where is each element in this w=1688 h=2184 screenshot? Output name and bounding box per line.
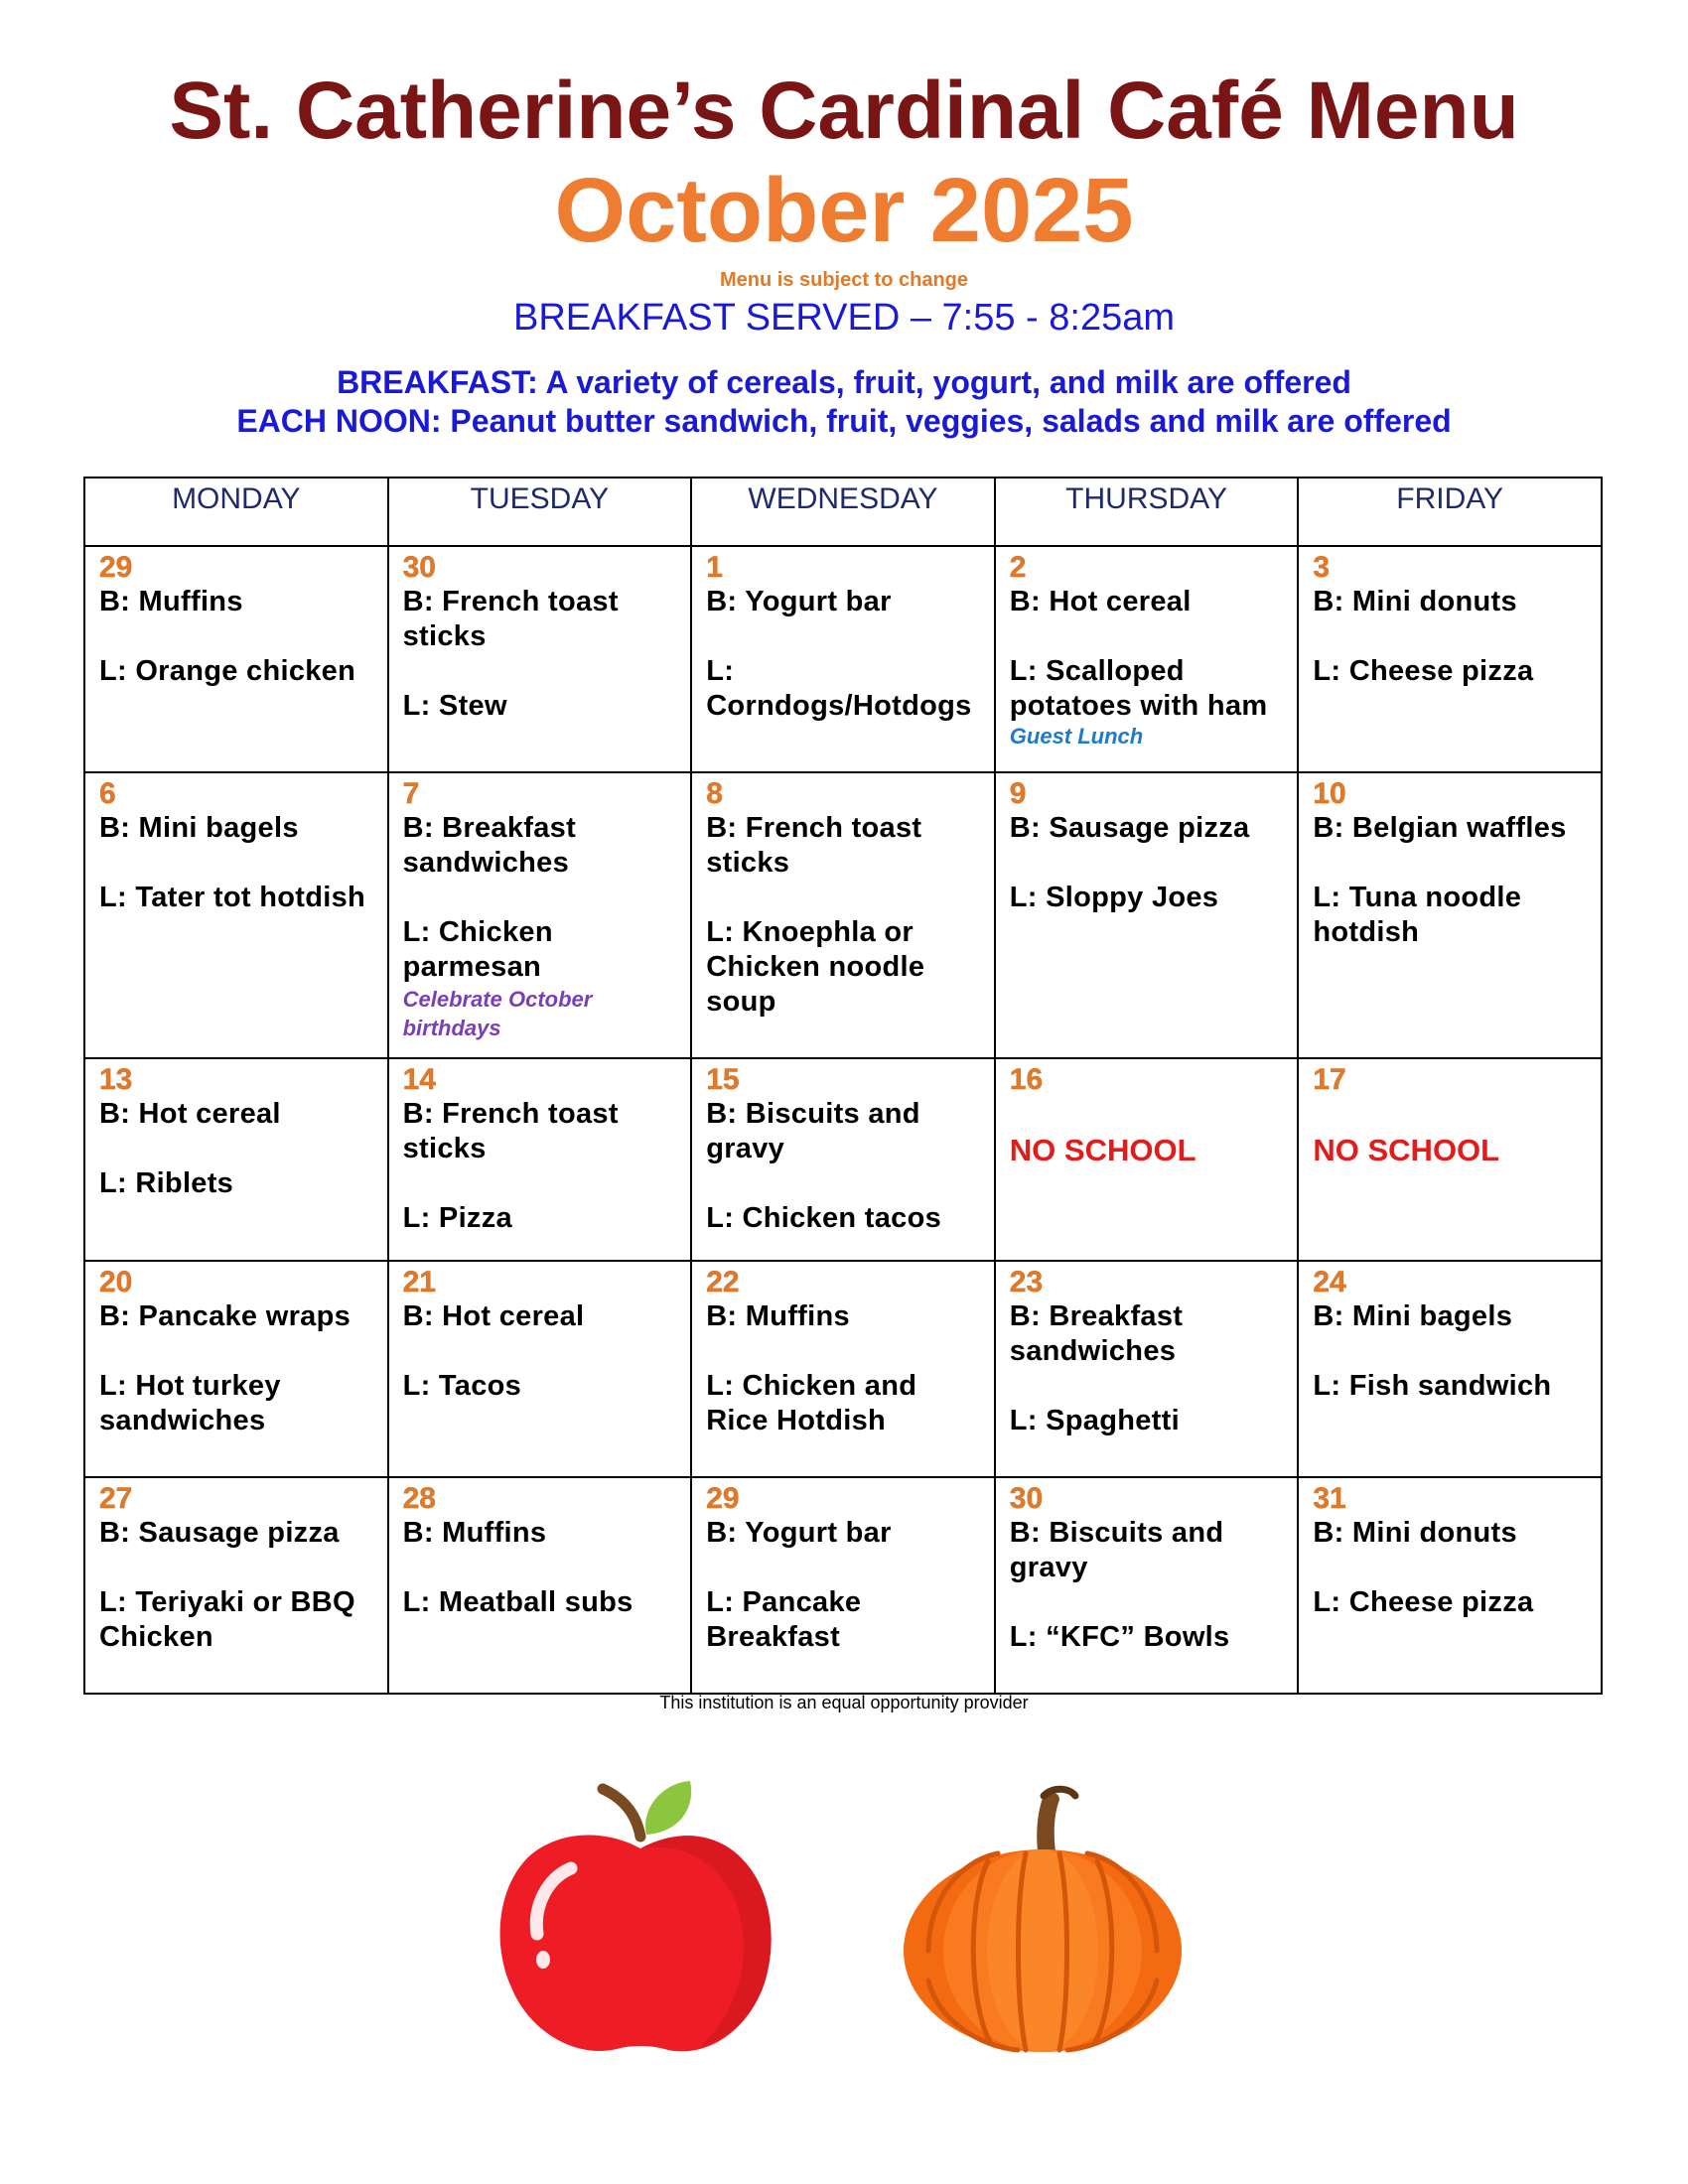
day-cell bbox=[1298, 1058, 1602, 1261]
lunch-item: L: Knoephla or Chicken noodle soup bbox=[706, 916, 925, 1018]
breakfast-item: B: French toast sticks bbox=[402, 1098, 619, 1164]
date-number: 30 bbox=[402, 551, 436, 584]
breakfast-item: B: French toast sticks bbox=[402, 586, 619, 652]
breakfast-item: B: Muffins bbox=[99, 586, 243, 617]
breakfast-item: B: Mini donuts bbox=[1313, 586, 1517, 617]
lunch-item: L: Tuna noodle hotdish bbox=[1313, 882, 1522, 948]
date-number: 17 bbox=[1313, 1063, 1346, 1096]
breakfast-item: B: Muffins bbox=[402, 1517, 547, 1549]
day-cell bbox=[691, 1477, 995, 1694]
date-number: 29 bbox=[706, 1482, 740, 1515]
spacer bbox=[99, 1132, 377, 1166]
day-cell bbox=[84, 1058, 388, 1261]
lunch-item: L: Tater tot hotdish bbox=[99, 882, 366, 913]
lunch-item: L: Hot turkey sandwiches bbox=[99, 1370, 281, 1436]
subject-note: Menu is subject to change bbox=[719, 269, 969, 291]
lunch-item: L: Spaghetti bbox=[1009, 1405, 1180, 1436]
lunch-item: L: Corndogs/Hotdogs bbox=[706, 655, 972, 722]
apple-icon bbox=[492, 1775, 779, 2063]
spacer bbox=[99, 846, 377, 881]
day-header-tuesday: TUESDAY bbox=[388, 478, 692, 546]
breakfast-info: BREAKFAST: A variety of cereals, fruit, yogurt, and milk are offered bbox=[337, 364, 1351, 400]
spacer bbox=[403, 881, 681, 915]
date-number: 20 bbox=[99, 1266, 133, 1298]
lunch-item: L: Teriyaki or BBQ Chicken bbox=[99, 1586, 355, 1653]
date-number: 10 bbox=[1313, 777, 1346, 810]
lunch-item: L: Cheese pizza bbox=[1313, 1586, 1534, 1618]
spacer bbox=[1010, 619, 1288, 654]
breakfast-served: BREAKFAST SERVED – 7:55 - 8:25am bbox=[512, 297, 1176, 339]
day-cell bbox=[388, 1477, 692, 1694]
page-title: St. Catherine’s Cardinal Café Menu bbox=[169, 66, 1519, 156]
lunch-item: L: Stew bbox=[402, 690, 507, 722]
breakfast-item: B: Mini bagels bbox=[99, 812, 299, 844]
spacer bbox=[403, 654, 681, 689]
day-cell bbox=[84, 546, 388, 772]
date-number: 3 bbox=[1313, 551, 1331, 584]
lunch-item: L: Pizza bbox=[402, 1202, 512, 1234]
breakfast-item: B: Biscuits and gravy bbox=[706, 1098, 920, 1164]
date-number: 23 bbox=[1009, 1266, 1044, 1298]
day-cell bbox=[84, 772, 388, 1058]
spacer bbox=[99, 619, 377, 654]
day-cell bbox=[995, 1477, 1299, 1694]
weekday-header-row bbox=[84, 478, 1602, 546]
breakfast-item: B: Mini bagels bbox=[1313, 1300, 1513, 1332]
day-cell bbox=[1298, 546, 1602, 772]
lunch-item: L: Fish sandwich bbox=[1313, 1370, 1552, 1402]
day-cell bbox=[84, 1477, 388, 1694]
breakfast-item: B: Hot cereal bbox=[1009, 586, 1192, 617]
spacer bbox=[1010, 846, 1288, 881]
day-cell bbox=[995, 1261, 1299, 1477]
spacer bbox=[706, 1334, 984, 1369]
lunch-item: L: Chicken and Rice Hotdish bbox=[706, 1370, 917, 1436]
breakfast-item: B: French toast sticks bbox=[706, 812, 922, 879]
date-number: 6 bbox=[99, 777, 116, 810]
week-row bbox=[84, 1261, 1602, 1477]
day-cell bbox=[1298, 1261, 1602, 1477]
breakfast-item: B: Hot cereal bbox=[402, 1300, 585, 1332]
lunch-item: L: Chicken tacos bbox=[706, 1202, 942, 1234]
breakfast-item: B: Muffins bbox=[706, 1300, 850, 1332]
date-number: 15 bbox=[706, 1063, 740, 1096]
date-number: 13 bbox=[99, 1063, 133, 1096]
day-cell bbox=[1298, 772, 1602, 1058]
spacer bbox=[403, 1551, 681, 1585]
date-number: 27 bbox=[99, 1482, 133, 1515]
date-number: 30 bbox=[1009, 1482, 1044, 1515]
birthday-note: Celebrate October birthdays bbox=[402, 987, 593, 1040]
lunch-item: L: Sloppy Joes bbox=[1009, 882, 1219, 913]
date-number: 9 bbox=[1009, 777, 1027, 810]
lunch-item: L: Riblets bbox=[99, 1167, 234, 1199]
equal-opportunity-footer: This institution is an equal opportunity provider bbox=[659, 1693, 1029, 1712]
day-cell bbox=[388, 546, 692, 772]
breakfast-item: B: Biscuits and gravy bbox=[1009, 1517, 1224, 1583]
breakfast-item: B: Breakfast sandwiches bbox=[1009, 1300, 1184, 1367]
lunch-item: L: Orange chicken bbox=[99, 655, 356, 687]
day-cell bbox=[691, 1261, 995, 1477]
pumpkin-icon bbox=[899, 1782, 1187, 2060]
date-number: 8 bbox=[706, 777, 723, 810]
date-number: 22 bbox=[706, 1266, 740, 1298]
breakfast-item: B: Belgian waffles bbox=[1313, 812, 1567, 844]
day-cell bbox=[388, 1058, 692, 1261]
breakfast-item: B: Mini donuts bbox=[1313, 1517, 1517, 1549]
date-number: 28 bbox=[402, 1482, 436, 1515]
day-header-thursday: THURSDAY bbox=[995, 478, 1299, 546]
date-number: 29 bbox=[99, 551, 133, 584]
spacer bbox=[1313, 846, 1591, 881]
spacer bbox=[706, 1166, 984, 1201]
noon-info: EACH NOON: Peanut butter sandwich, fruit, veggies, salads and milk are offered bbox=[236, 403, 1452, 439]
date-number: 2 bbox=[1009, 551, 1027, 584]
breakfast-item: B: Pancake wraps bbox=[99, 1300, 352, 1332]
day-cell bbox=[691, 1058, 995, 1261]
guest-lunch-note: Guest Lunch bbox=[1009, 724, 1144, 749]
lunch-item: L: Chicken parmesan bbox=[402, 916, 553, 983]
lunch-item: L: “KFC” Bowls bbox=[1009, 1621, 1230, 1653]
lunch-item: L: Tacos bbox=[402, 1370, 522, 1402]
menu-calendar bbox=[83, 477, 1603, 1695]
lunch-item: L: Cheese pizza bbox=[1313, 655, 1534, 687]
week-row bbox=[84, 772, 1602, 1058]
breakfast-item: B: Sausage pizza bbox=[1009, 812, 1250, 844]
spacer bbox=[1313, 619, 1591, 654]
breakfast-item: B: Yogurt bar bbox=[706, 1517, 892, 1549]
spacer bbox=[1010, 1369, 1288, 1404]
day-cell bbox=[995, 772, 1299, 1058]
breakfast-item: B: Breakfast sandwiches bbox=[402, 812, 577, 879]
lunch-item: L: Scalloped potatoes with ham bbox=[1009, 655, 1268, 722]
date-number: 1 bbox=[706, 551, 723, 584]
breakfast-item: B: Sausage pizza bbox=[99, 1517, 340, 1549]
day-cell bbox=[388, 1261, 692, 1477]
no-school-label: NO SCHOOL bbox=[1313, 1133, 1500, 1167]
no-school-label: NO SCHOOL bbox=[1009, 1133, 1196, 1167]
spacer bbox=[403, 1166, 681, 1201]
date-number: 14 bbox=[402, 1063, 436, 1096]
breakfast-item: B: Yogurt bar bbox=[706, 586, 892, 617]
lunch-item: L: Pancake Breakfast bbox=[706, 1586, 862, 1653]
date-number: 7 bbox=[402, 777, 420, 810]
date-number: 24 bbox=[1313, 1266, 1346, 1298]
spacer bbox=[706, 1551, 984, 1585]
spacer bbox=[99, 1551, 377, 1585]
week-row bbox=[84, 1058, 1602, 1261]
day-cell bbox=[388, 772, 692, 1058]
date-number: 21 bbox=[402, 1266, 436, 1298]
spacer bbox=[1313, 1334, 1591, 1369]
day-cell bbox=[995, 546, 1299, 772]
spacer bbox=[706, 881, 984, 915]
spacer bbox=[1313, 1551, 1591, 1585]
spacer bbox=[706, 619, 984, 654]
day-header-wednesday: WEDNESDAY bbox=[691, 478, 995, 546]
breakfast-item: B: Hot cereal bbox=[99, 1098, 281, 1130]
date-number: 16 bbox=[1009, 1063, 1044, 1096]
day-cell bbox=[1298, 1477, 1602, 1694]
spacer bbox=[1010, 1585, 1288, 1620]
day-header-friday: FRIDAY bbox=[1298, 478, 1602, 546]
week-row bbox=[84, 1477, 1602, 1694]
day-header-monday: MONDAY bbox=[84, 478, 388, 546]
month-title: October 2025 bbox=[554, 160, 1134, 261]
date-number: 31 bbox=[1313, 1482, 1346, 1515]
week-row bbox=[84, 546, 1602, 772]
lunch-item: L: Meatball subs bbox=[402, 1586, 633, 1618]
day-cell bbox=[84, 1261, 388, 1477]
spacer bbox=[99, 1334, 377, 1369]
day-cell bbox=[691, 772, 995, 1058]
day-cell bbox=[995, 1058, 1299, 1261]
day-cell bbox=[691, 546, 995, 772]
spacer bbox=[403, 1334, 681, 1369]
